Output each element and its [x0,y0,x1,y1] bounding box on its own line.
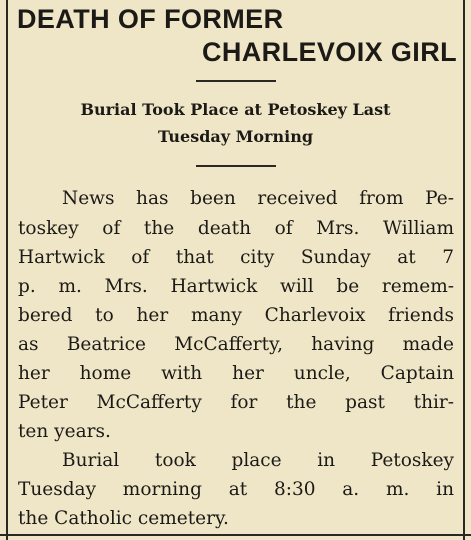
body-line: toskey of the death of Mrs. William [18,218,454,239]
column-border-bottom [0,534,471,536]
divider-rule [196,80,276,82]
body-line: p. m. Mrs. Hartwick will be remem- [18,276,454,297]
body-line: her home with her uncle, Captain [18,363,454,384]
subhead-line-1: Burial Took Place at Petoskey Last [80,100,391,119]
body-line: Peter McCafferty for the past thir- [18,392,454,413]
body-line: News has been received from Pe- [62,188,454,209]
body-line: Hartwick of that city Sunday at 7 [18,247,454,268]
column-border-right [463,0,465,540]
body-line: as Beatrice McCafferty, having made [18,334,454,355]
body-line: Tuesday morning at 8:30 a. m. in [18,479,454,500]
body-line: ten years. [18,421,111,442]
headline-line-1: DEATH OF FORMER [17,4,284,34]
body-line: Burial took place in Petoskey [62,450,454,471]
subhead-line-2: Tuesday Morning [157,127,314,146]
body-line: bered to her many Charlevoix friends [18,305,454,326]
divider-rule [196,165,276,167]
column-border-left [6,0,8,540]
body-line: the Catholic cemetery. [18,508,229,529]
headline-line-2: CHARLEVOIX GIRL [201,37,457,67]
